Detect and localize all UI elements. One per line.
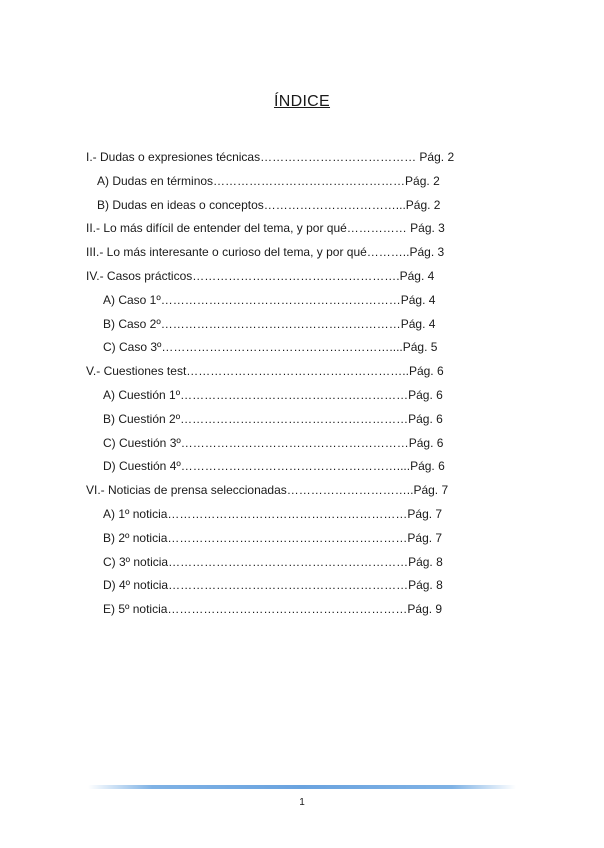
toc-entry: B) 2º noticia……………………………………………………Pág. 7 (103, 530, 443, 545)
toc-entry: E) 5º noticia……………………………………………………Pág. 9 (103, 602, 443, 617)
toc-entry: C) 3º noticia……………………………………………………Pág. 8 (103, 554, 443, 569)
toc-entry: II.- Lo más difícil de entender del tema, y por qué…………… Pág. 3 (86, 221, 445, 236)
toc-entry: A) Dudas en términos…………………………………………Pág. 2 (97, 173, 440, 188)
toc-entry: V.- Cuestiones test………………………………………………..Pág. 6 (86, 364, 444, 379)
page-title: ÍNDICE (273, 93, 331, 110)
toc-entry: B) Caso 2º……………………………………………………Pág. 4 (103, 316, 436, 331)
toc-entry: A) Caso 1º……………………………………………………Pág. 4 (103, 292, 436, 307)
toc-entry: A) 1º noticia……………………………………………………Pág. 7 (103, 507, 443, 521)
toc-entry: D) 4º noticia……………………………………………………Pág. 8 (103, 578, 443, 593)
toc-entry: VI.- Noticias de prensa seleccionadas…………………………..Pág. 7 (86, 483, 449, 498)
toc-entry: C) Cuestión 3º…………………………………………………Pág. 6 (103, 435, 444, 450)
toc-entry: IV.- Casos prácticos…………………………………………….Pág. 4 (86, 269, 435, 283)
page-number: 1 (299, 797, 305, 808)
footer-divider (88, 785, 516, 789)
toc-entry: I.- Dudas o expresiones técnicas………………………………… Pág. 2 (86, 150, 455, 164)
toc-entry: B) Dudas en ideas o conceptos……………………………...Pág. 2 (97, 197, 441, 212)
toc-entry: C) Caso 3º…………………………………………………....Pág. 5 (103, 340, 438, 355)
toc-entry: A) Cuestión 1º…………………………………………………Pág. 6 (103, 388, 443, 402)
toc-entry: D) Cuestión 4º………………………………………………....Pág. 6 (103, 459, 445, 474)
toc-entry: B) Cuestión 2º…………………………………………………Pág. 6 (103, 411, 443, 426)
toc-entry: III.- Lo más interesante o curioso del tema, y por qué………..Pág. 3 (86, 245, 445, 260)
